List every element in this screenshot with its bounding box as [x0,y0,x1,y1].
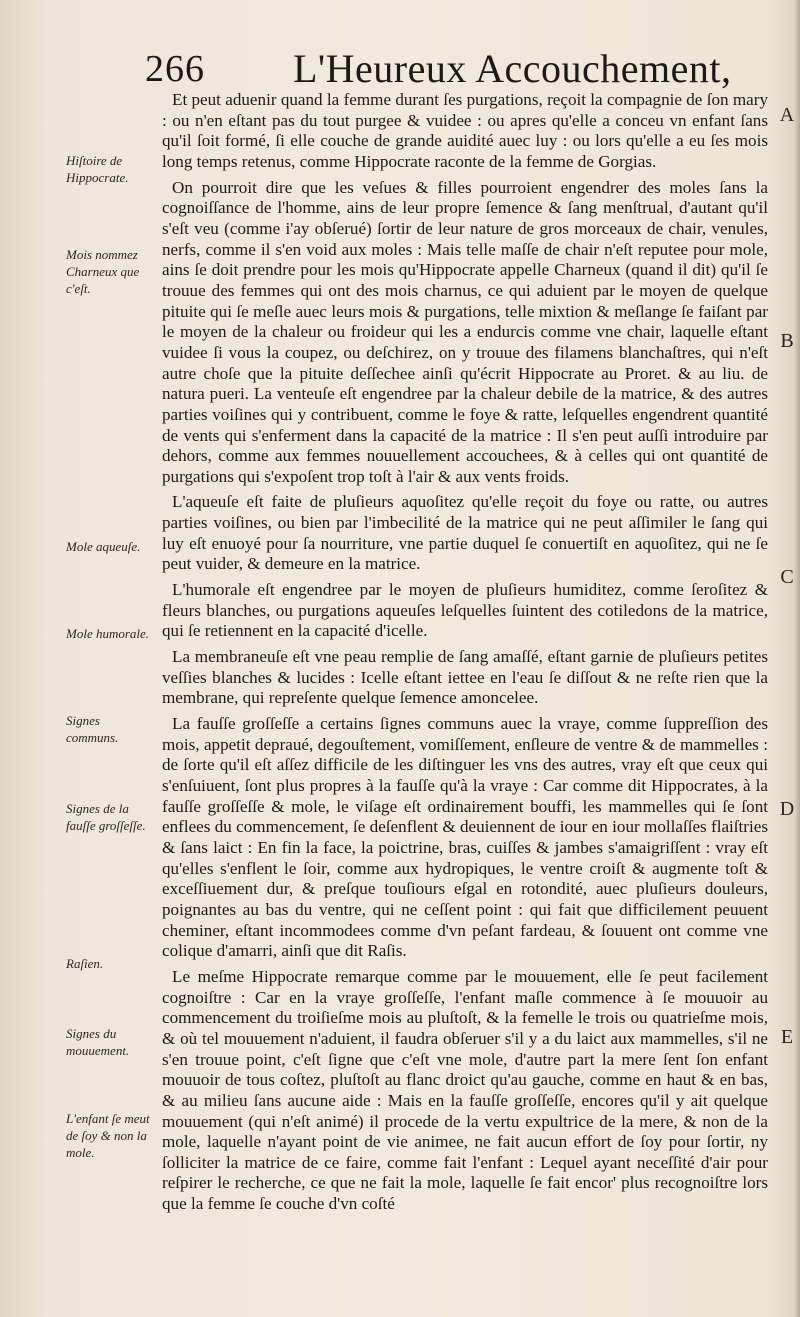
margin-note: Raſien. [66,956,104,971]
paragraph: On pourroit dire que les veſues & filles pourroient engendrer des moles ſans la cognoiſſance de l'homme, ains de leur propre ſemence & ſang menſtrual, d'autant qu'il s'eſt veu (comme i'ay obſerué) ſortir de leur nature de gros morceaux de chair, venules, nerfs, comme il s'en void aux moles : Mais telle maſſe de chair n'eſt reputee pour mole, ains ſe doit prendre pour les mois qu'Hippocrate appelle Charneux (quand il dit) qu'il ſe trouue des femmes qui ont des mois charnus, ce qui aduient par le moyen de quelque pituite qui ſe meſle auec leurs mois & purgations, telle mixtion & meſlange ſe faiſant par le moyen de la chaleur ou froideur qui les a endurcis comme vne chair, laquelle eſtant vuidee ſi vous la coupez, ou deſchirez, on y trouue des filamens blanchaſtres, qui n'eſt autre choſe que la pituite deſſechee ainſi qu'écrit Hippocrate au Proret. & au liu. de natura pueri. La venteuſe eſt engendree par la chaleur debile de la matrice, & des autres parties voiſines qui y contribuent, comme le foye & ratte, leſquelles engendrent quantité de vents qui s'enferment dans la capacité de la matrice : Il s'en peut auſſi introduire par dehors, comme aux femmes nouuellement accouchees, & à celles qui ont quantité de purgations qui s'expoſent trop toſt à l'air & aux vents froids. [162,177,768,486]
margin-note: L'enfant ſe meut de ſoy & non la mole. [66,1111,150,1160]
edge-letter: C [780,566,794,588]
edge-letter: A [779,104,795,126]
paragraph: L'humorale eſt engendree par le moyen de pluſieurs humiditez, comme ſeroſitez & fleurs blanches, ou purgations aqueuſes leſquelles ſuintent des cotiledons de la matrice, qui ſe retiennent en la capacité d'icelle. [162,580,768,641]
paragraph: La membraneuſe eſt vne peau remplie de ſang amaſſé, eſtant garnie de pluſieurs petites veſſies blanches & lucides : Icelle eſtant iettee en l'eau ſe diſſout & ne reſte rien que la membrane, qui repreſente quelque ſemence amoncelee. [162,647,768,708]
margin-note: Mois nommez Charneux que c'eſt. [66,247,140,296]
page-edge-shadow [794,0,800,1317]
margin-note: Signes communs. [66,713,119,745]
margin-note: Mole aqueuſe. [66,539,141,554]
margin-note: Hiſtoire de Hippocrate. [66,153,129,185]
edge-letter: E [780,1026,794,1048]
paragraph: Le meſme Hippocrate remarque comme par le mouuement, elle ſe peut facilement cognoiſtre : Car en la vraye groſſeſſe, l'enfant maſle commence à ſe mouuoir au commencement du troiſieſme mois au pluſtoſt, & la femelle le trois ou quatrieſme mois, & où tel mouuement n'aduient, il faudra obſeruer s'il y a du laict aux mammelles, s'il ne s'en trouue point, c'eſt ſigne que c'eſt vne mole, d'autre part la mere ſent ſon enfant mouuoir de tous coſtez, pluſtoſt au flanc droict qu'au gauche, comme en haut & en bas, & au milieu ſans aucune aide : Mais en la fauſſe groſſeſſe, encores qu'il y ait quelque mouuement (qui n'eſt animé) il procede de la vertu expultrice de la mere, & non de la mole, laquelle n'ayant point de vie animee, ne fait aucun effort de ſoy pour ſortir, ny ſolliciter la matrice de ce faire, comme fait l'enfant : Lequel ayant neceſſité d'air pour reſpirer le recherche, ce que ne fait la mole, laquelle ſe fait encor' plus recognoiſtre lors que la femme ſe couche d'vn coſté [162,966,768,1214]
paragraph: Et peut aduenir quand la femme durant ſes purgations, reçoit la compagnie de ſon mary : ou n'en eſtant pas du tout purgee & vuidee : ou apres qu'elle a conceu vn enfant ſans qu'il ſoit formé, ſi elle couche de grande auidité auec luy : ou lors qu'elle a eu ſes mois long temps retenus, comme Hippocrate raconte de la femme de Gorgias. [162,90,768,171]
edge-letter: B [780,330,794,352]
paragraph: L'aqueuſe eſt faite de pluſieurs aquoſitez qu'elle reçoit du foye ou ratte, ou autres parties voiſines, ou bien par l'imbecilité de la matrice qui ne peut aſſimiler le ſang qui luy eſt enuoyé pour ſa nourriture, vne partie duquel ſe conuertiſt en aquoſitez, qui ne ſe peut vuider, & demeure en la matrice. [162,492,768,574]
page-number: 266 [145,48,205,90]
paragraph: La fauſſe groſſeſſe a certains ſignes communs auec la vraye, comme ſuppreſſion des mois, appetit depraué, degouſtement, vomiſſement, enſleure de ventre & de mammelles : de ſorte qu'il eſt aſſez difficile de les diſtinguer les vns des autres, vray eſt que ceux qui s'enſuiuent, ſont plus propres à la fauſſe qu'à la vraye : Car comme dit Hippocrates, à la fauſſe groſſeſſe & mole, le viſage eſt ordinairement bouffi, les mammelles qui ſe ſont enflees du commencement, ſe deſenflent & deuiennent de iour en iour mollaſſes flaiſtries & ſans laict : En fin la face, la poictrine, bras, cuiſſes & jambes s'amaigriſſent : vray eſt qu'elles s'enflent le ſoir, comme aux hydropiques, le ventre croiſt & augmente toſt & exceſſiuement dur, & preſque touſiours eſgal en rotondité, auec pluſieurs douleurs, poignantes au bas du ventre, qui ne ceſſent point : qui fait que difficilement peuuent cheminer, eſtant incommodees comme d'vn peſant fardeau, & ſouuent ont comme vne colique d'amarri, ainſi que dit Raſis. [162,714,768,961]
running-title: L'Heureux Accouchement, [293,46,732,91]
main-text [162,90,768,1215]
margin-note: Signes de la fauſſe groſſeſſe. [66,801,146,833]
edge-letter: D [779,798,795,820]
margin-note: Mole humorale. [66,626,150,641]
margin-note: Signes du mouuement. [66,1026,130,1058]
page-header [145,46,775,92]
